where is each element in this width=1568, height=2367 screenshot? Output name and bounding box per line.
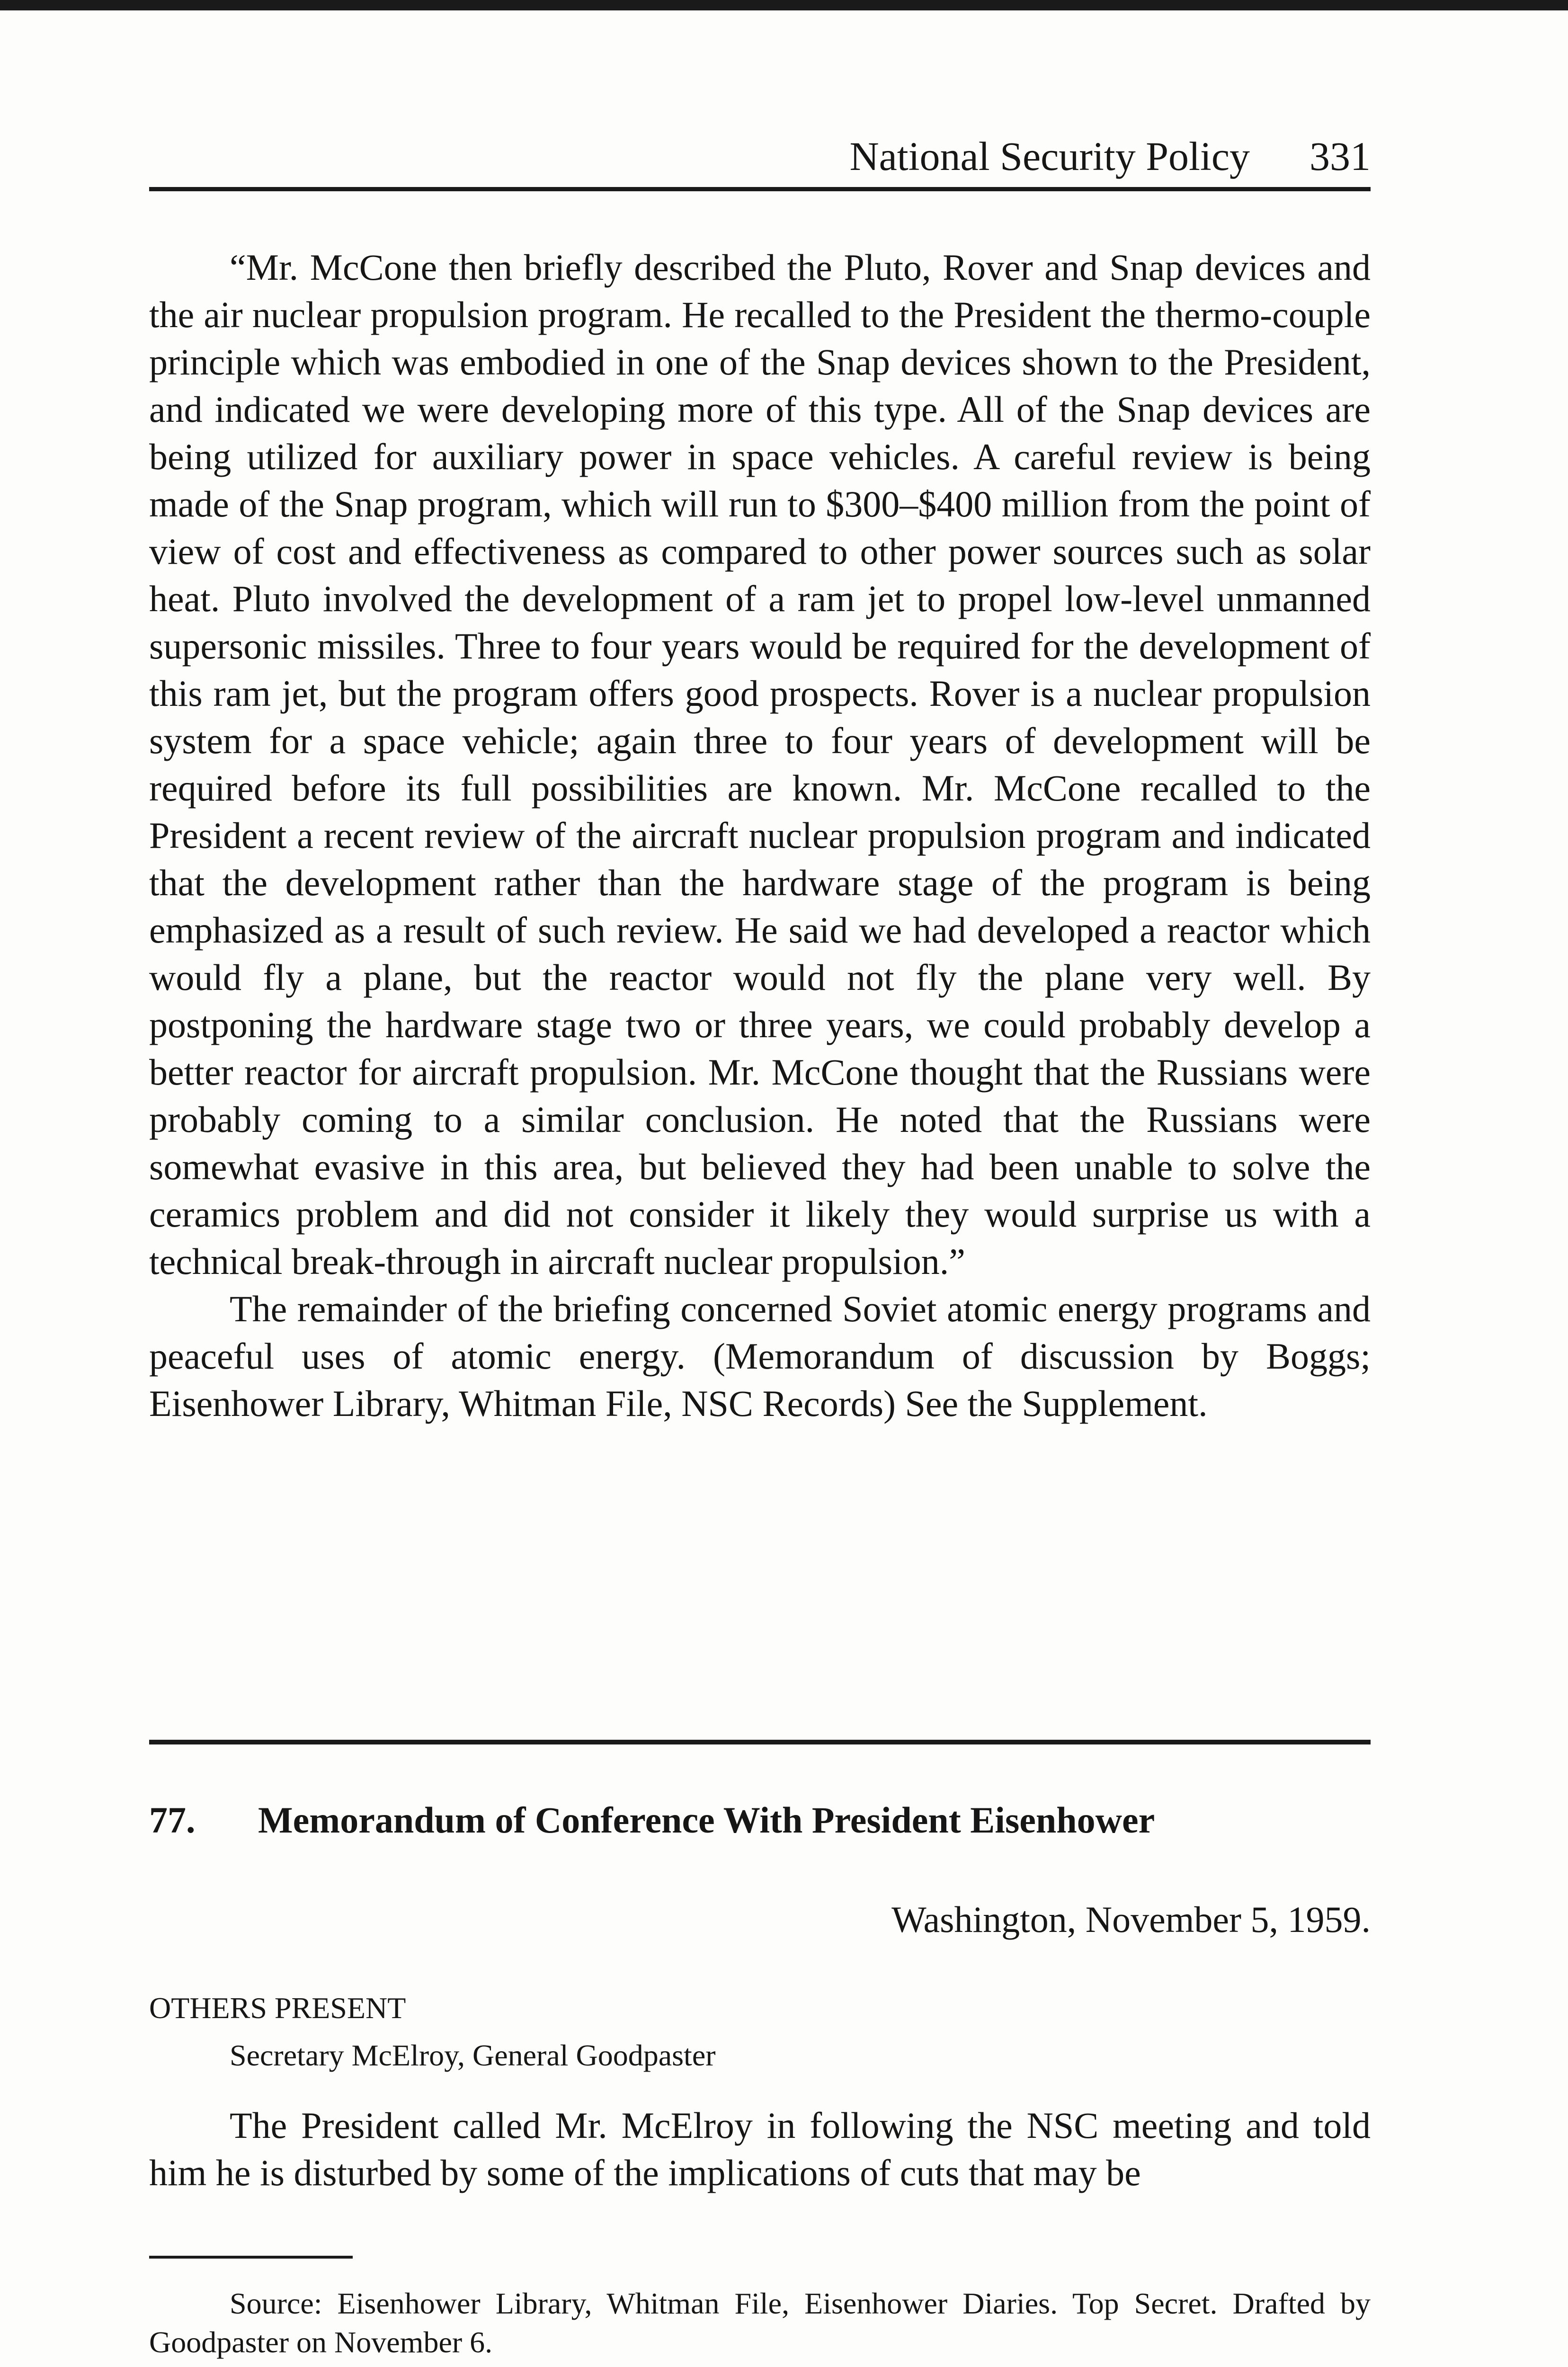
document-number: 77. xyxy=(149,1799,196,1841)
source-note: Source: Eisenhower Library, Whitman File, Eisenhower Diaries. Top Secret. Drafted by Goodpaster on November 6. xyxy=(149,2287,1371,2359)
document-title: Memorandum of Conference With President Eisenhower xyxy=(258,1799,1155,1841)
page-number: 331 xyxy=(1310,133,1371,179)
dateline: Washington, November 5, 1959. xyxy=(891,1899,1371,1940)
running-head xyxy=(149,128,1371,189)
footnote xyxy=(149,2284,1371,2362)
opening-paragraph: The President called Mr. McElroy in following the NSC meeting and told him he is disturbed by some of the implications of cuts that may be xyxy=(149,2105,1371,2193)
document-text xyxy=(149,2102,1371,2197)
header-rule xyxy=(149,187,1371,191)
section-divider xyxy=(149,1740,1371,1744)
others-present-label: OTHERS PRESENT xyxy=(149,1991,406,2025)
document-heading xyxy=(149,1799,1371,1842)
body-paragraph: “Mr. McCone then briefly described the Pluto, Rover and Snap devices and the air nuclear propulsion program. He recalled to the President the thermo-couple principle which was embodied in one of the Snap devices shown to the President, and indicated we were developing more of this type. All of the Snap devices are being utilized for auxiliary power in space vehicles. A careful review is being made of the Snap program, which will run to $300–$400 million from the point of view of cost and effectiveness as compared to other power sources such as solar heat. Pluto involved the development of a ram jet to propel low-level unmanned supersonic missiles. Three to four years would be required for the development of this ram jet, but the program offers good prospects. Rover is a nuclear propulsion system for a space vehicle; again three to four years of development will be required before its full possibilities are known. Mr. McCone recalled to the President a recent review of the aircraft nuclear propulsion program and indicated that the development rather than the hardware stage of the program is being emphasized as a result of such review. He said we had developed a reactor which would fly a plane, but the reactor would not fly the plane very well. By postponing the hardware stage two or three years, we could probably develop a better reactor for aircraft propulsion. Mr. McCone thought that the Russians were probably coming to a similar conclusion. He noted that the Russians were somewhat evasive in this area, but believed they had been unable to solve the ceramics problem and did not consider it likely they would surprise us with a technical break-through in aircraft nuclear propulsion.” xyxy=(149,247,1371,1282)
body-paragraph: The remainder of the briefing concerned Soviet atomic energy programs and peaceful uses of atomic energy. (Memorandum of discussion by Boggs; Eisenhower Library, Whitman File, NSC Records) See the Supplement. xyxy=(149,1288,1371,1424)
footnote-rule xyxy=(149,2256,353,2259)
scan-top-border xyxy=(0,0,1568,10)
body-text xyxy=(149,244,1371,1427)
running-head-title: National Security Policy xyxy=(849,133,1250,179)
others-present-names: Secretary McElroy, General Goodpaster xyxy=(230,2038,716,2072)
